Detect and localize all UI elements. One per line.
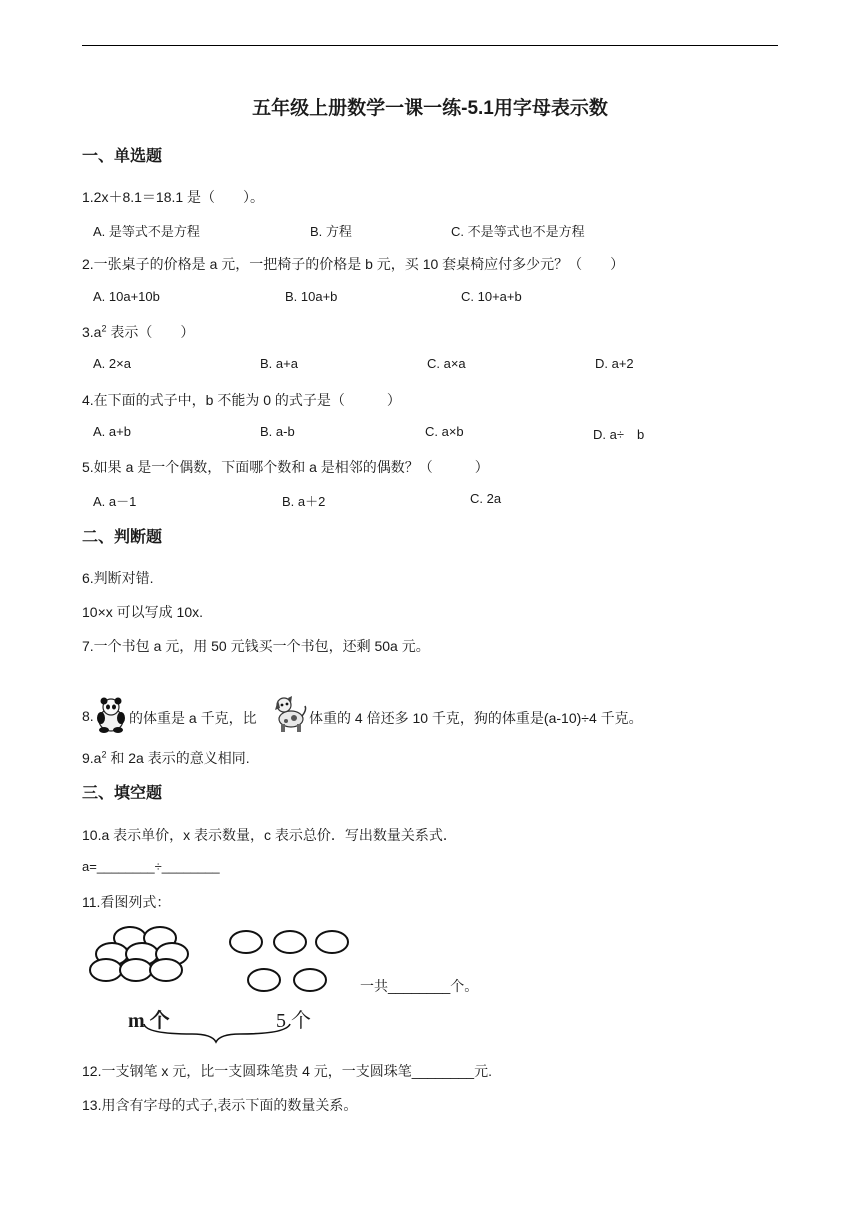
question-10-stem: 10.a 表示单价，x 表示数量，c 表示总价．写出数量关系式． [82,827,457,843]
question-1-option-b[interactable]: B. 方程 [310,224,352,239]
page-title: 五年级上册数学一课一练-5.1用字母表示数 [252,98,608,119]
question-13-stem: 13.用含有字母的式子,表示下面的数量关系。 [82,1097,358,1113]
dog-icon [270,694,308,734]
question-4-option-d[interactable]: D. a÷ b [593,427,645,442]
section-heading-single-choice: 一、单选题 [82,148,163,165]
question-3-option-d[interactable]: D. a+2 [595,356,634,371]
question-4-option-b[interactable]: B. a-b [260,424,295,439]
question-8-number: 8. [82,708,94,724]
question-10-formula-blank[interactable]: a=________÷________ [82,859,220,874]
question-11-figure [84,924,354,1044]
section-heading-fill-in: 三、填空题 [82,785,163,802]
question-3-option-c[interactable]: C. a×a [427,356,466,371]
question-1-stem: 1.2x＋8.1＝18.1 是（ ）。 [82,189,265,205]
question-5-option-c[interactable]: C. 2a [470,491,502,506]
question-11-label-5: 5 个 [276,1010,311,1032]
question-5-option-a[interactable]: A. a－1 [93,494,137,509]
question-4-stem: 4.在下面的式子中，b 不能为 0 的式子是（ ） [82,392,401,408]
question-2-option-b[interactable]: B. 10a+b [285,289,338,304]
section-heading-true-false: 二、判断题 [82,529,163,546]
question-9-stem: $9.a^2$ 和 2a 表示的意义相同. [82,749,250,766]
question-8-text-part-2: 体重的 4 倍还多 10 千克，狗的体重是(a-10)÷4 千克。 [309,710,643,726]
question-8-text-part-1: 的体重是 a 千克，比 [129,710,257,726]
header-rule [82,45,778,46]
question-4-option-a[interactable]: A. a+b [93,424,131,439]
question-5-option-b[interactable]: B. a＋2 [282,494,326,509]
question-7-stem: 7.一个书包 a 元，用 50 元钱买一个书包，还剩 50a 元。 [82,638,430,654]
question-11-stem: 11.看图列式： [82,894,171,910]
question-6-line-2: 10×x 可以写成 10x. [82,604,203,620]
question-3-stem: $3.a^2$ 表示（ ） [82,323,195,340]
question-2-option-a[interactable]: A. 10a+10b [93,289,160,304]
panda-icon [93,696,129,734]
question-3-option-a[interactable]: A. 2×a [93,356,131,371]
question-5-stem: 5.如果 a 是一个偶数，下面哪个数和 a 是相邻的偶数？（ ） [82,459,489,475]
question-3-option-b[interactable]: B. a+a [260,356,298,371]
question-1-option-a[interactable]: A. 是等式不是方程 [93,224,200,239]
question-12-stem[interactable]: 12.一支钢笔 x 元，比一支圆珠笔贵 4 元，一支圆珠笔________元. [82,1063,492,1079]
question-6-line-1: 6.判断对错. [82,570,154,586]
question-4-option-c[interactable]: C. a×b [425,424,464,439]
question-11-answer-blank[interactable]: 一共________个。 [360,978,479,994]
question-1-option-c[interactable]: C. 不是等式也不是方程 [451,224,585,239]
question-2-stem: 2.一张桌子的价格是 a 元，一把椅子的价格是 b 元，买 10 套桌椅应付多少元？（ ） [82,256,625,272]
question-11-label-m: m 个 [128,1010,170,1032]
question-2-option-c[interactable]: C. 10+a+b [461,289,522,304]
